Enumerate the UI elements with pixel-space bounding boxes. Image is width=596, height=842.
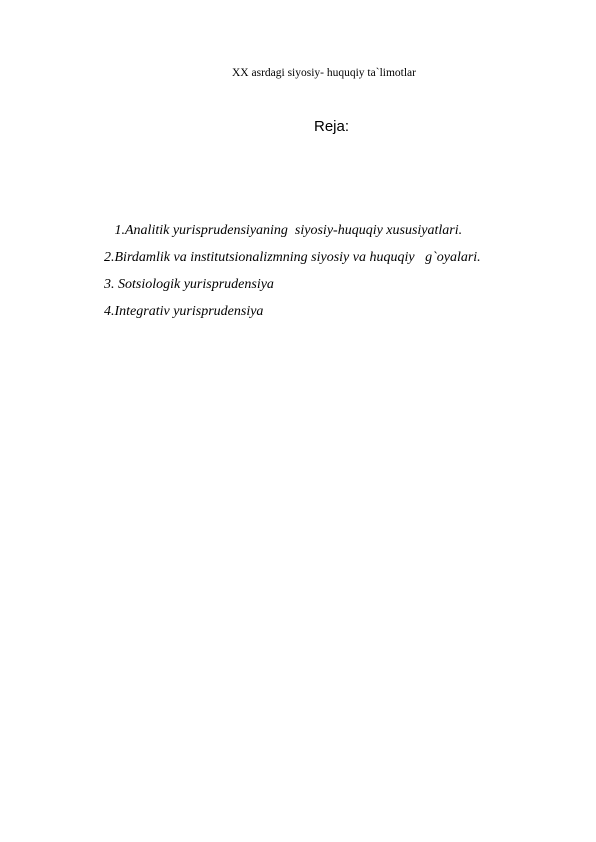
plan-item-3: 3. Sotsiologik yurisprudensiya (104, 277, 274, 292)
plan-item-2: 2.Birdamlik va institutsionalizmning siyosiy va huquqiy g`oyalari. (104, 250, 481, 265)
plan-item-1: 1.Analitik yurisprudensiyaning siyosiy-huquqiy xususiyatlari. (111, 223, 463, 238)
document-title: XX asrdagi siyosiy- huquqiy ta`limotlar (232, 67, 416, 79)
plan-item-4: 4.Integrativ yurisprudensiya (104, 304, 264, 319)
plan-heading: Reja: (314, 118, 350, 135)
